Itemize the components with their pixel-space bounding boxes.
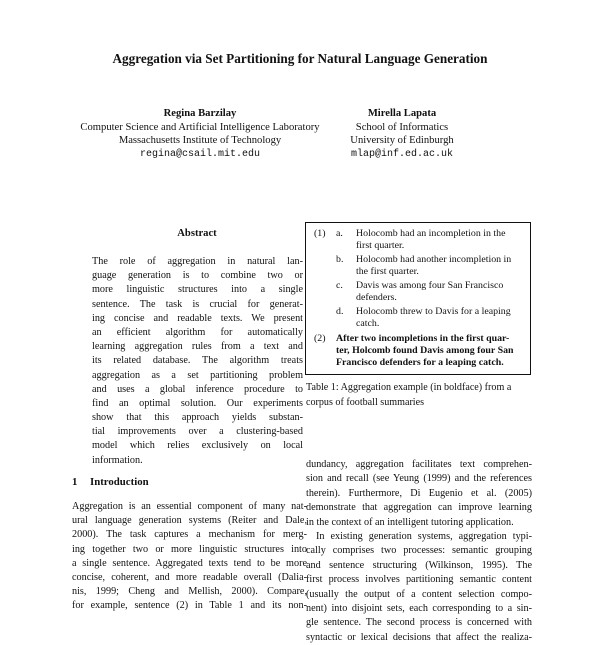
author-affiliation: University of Edinburgh	[350, 135, 454, 147]
introduction-text	[72, 500, 307, 614]
item-marker: b.	[336, 254, 344, 265]
paper-title: Aggregation via Set Partitioning for Natural Language Generation	[112, 51, 488, 66]
text-line: an efficient algorithm for automatically	[92, 326, 303, 338]
text-line: its related database. The algorithm treats	[92, 355, 303, 367]
text-line: 2000). The task captures a mechanism for merg-	[72, 529, 307, 541]
abstract-heading: Abstract	[177, 228, 217, 239]
text-line: first process involves partitioning semantic content	[306, 574, 532, 586]
abstract-text	[92, 255, 303, 468]
text-line: nis, 1999; Cheng and Mellish, 2000). Compare,	[72, 586, 307, 598]
author-block-2	[330, 107, 474, 162]
example-line: Davis was among four San Francisco	[356, 280, 504, 291]
example-line: the first quarter.	[356, 266, 419, 277]
text-line: sion and recall (see Yeung (1999) and the references	[306, 473, 532, 485]
text-line: ural language generation systems (Reiter and Dale,	[72, 515, 307, 527]
example-number: (1)	[314, 228, 326, 239]
table-caption	[306, 381, 532, 410]
section-number: 1	[72, 476, 78, 488]
author-affiliation: School of Informatics	[355, 121, 449, 133]
item-marker: a.	[336, 228, 343, 239]
text-line: nent) into disjoint sets, each corresponding to a sin-	[306, 602, 532, 614]
example-line: catch.	[356, 318, 380, 329]
text-line: concise, coherent, and more readable overall (Dalia-	[72, 571, 307, 583]
text-line: ing concise and readable texts. We present	[92, 312, 303, 324]
caption-line: corpus of football summaries	[306, 396, 425, 408]
aggregated-line: ter, Holcomb found Davis among four San	[336, 345, 514, 356]
text-line: information.	[92, 454, 143, 466]
item-marker: c.	[336, 280, 343, 291]
author-email: mlap@inf.ed.ac.uk	[350, 149, 454, 161]
text-line: in the context of an intelligent tutoring application.	[306, 516, 514, 528]
text-line: find an optimal solution. Our experiments	[92, 397, 303, 409]
item-marker: d.	[336, 306, 344, 317]
example-line: first quarter.	[356, 240, 405, 251]
example-line: Holocomb had another incompletion in	[356, 254, 512, 265]
text-line: show that this approach yields substan-	[92, 412, 303, 424]
text-line: demonstrate that aggregation can improve learning	[306, 502, 532, 514]
text-line: model which relies exclusively on local	[92, 440, 303, 452]
text-line: for example, sentence (2) in Table 1 and its non-	[72, 600, 307, 612]
text-line: gle sentence. The second process is concerned with	[306, 617, 532, 629]
text-line: learning aggregation rules from a text and	[92, 341, 303, 353]
example-line: Holocomb threw to Davis for a leaping	[356, 306, 511, 317]
section-title: Introduction	[90, 476, 149, 488]
author-name: Mirella Lapata	[367, 108, 437, 119]
example-line: Holocomb had an incompletion in the	[356, 228, 506, 239]
text-line: dundancy, aggregation facilitates text comprehen-	[306, 459, 532, 470]
text-line: aggregation as a set partitioning problem	[92, 369, 303, 381]
text-line: sentence. The task is crucial for generat-	[92, 298, 303, 310]
author-affiliation: Computer Science and Artificial Intelligence Laboratory	[80, 121, 320, 133]
section-heading	[72, 476, 149, 488]
aggregated-line: After two incompletions in the first quar-	[336, 333, 510, 344]
example-number: (2)	[314, 333, 326, 344]
aggregated-line: Francisco defenders for a leaping catch.	[336, 357, 504, 368]
text-line: cally comprises two processes: semantic grouping	[306, 545, 532, 557]
right-column-text	[306, 458, 532, 645]
author-name: Regina Barzilay	[163, 108, 237, 119]
text-line: Aggregation is an essential component of many nat-	[72, 501, 307, 512]
author-email: regina@csail.mit.edu	[139, 149, 261, 161]
example-line: defenders.	[356, 292, 397, 303]
text-line: (usually the output of a content selection compo-	[306, 588, 532, 600]
text-line: tial improvements over a clustering-based	[92, 426, 303, 438]
text-line: syntactic or lexical decisions that affect the realiza-	[306, 631, 532, 643]
author-affiliation: Massachusetts Institute of Technology	[118, 135, 282, 147]
text-line: and uses a global inference procedure to	[92, 383, 303, 395]
text-line: therein). Furthermore, Di Eugenio et al. (2005)	[306, 487, 532, 499]
author-block-1	[60, 107, 340, 162]
text-line: The role of aggregation in natural lan-	[92, 256, 303, 267]
text-line: a single sentence. Aggregated texts tend to be more	[72, 557, 307, 569]
text-line: ing together two or more linguistic structures into	[72, 543, 307, 555]
text-line: and sentence structuring (Wilkinson, 1995). The	[306, 559, 532, 571]
text-line: more linguistic structures into a single	[92, 284, 303, 296]
caption-line: Table 1: Aggregation example (in boldface) from a	[306, 382, 512, 393]
text-line: guage generation is to combine two or	[92, 270, 303, 282]
text-line: In existing generation systems, aggregation typi-	[316, 530, 532, 542]
table-1-box	[305, 222, 531, 375]
